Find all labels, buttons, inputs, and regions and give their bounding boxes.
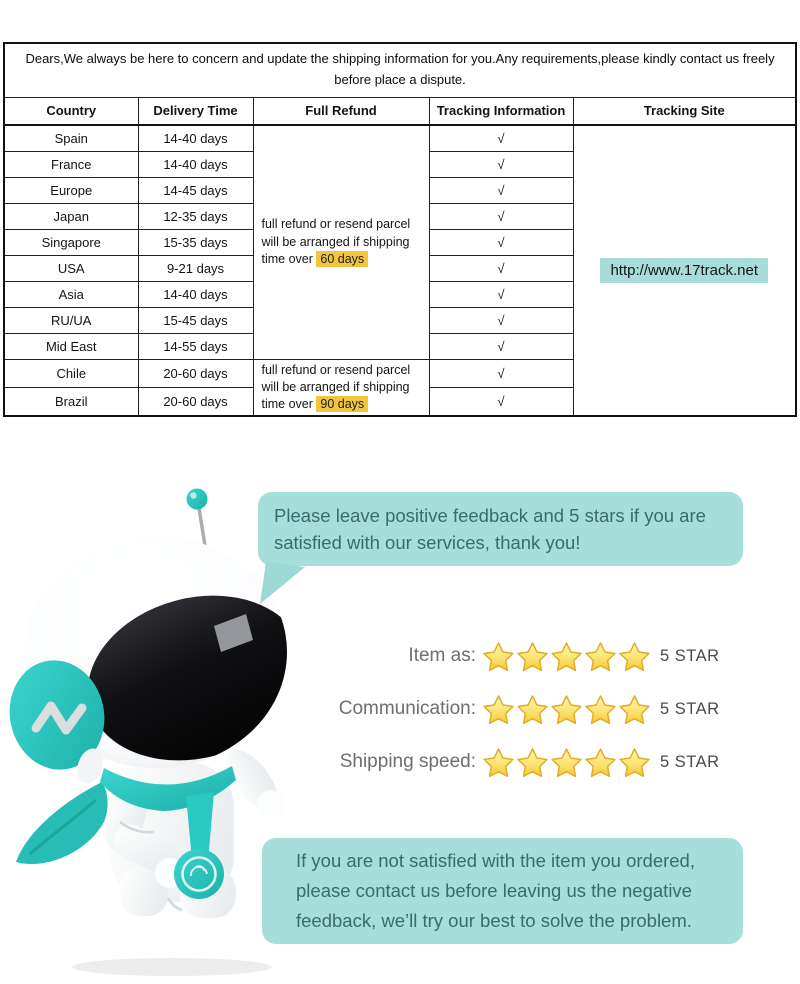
- notice-text: Dears,We always be here to concern and update the shipping information for you.Any requirements,please kindly contact us freely before place a dispute.: [4, 43, 796, 97]
- full-refund-cell: full refund or resend parcel will be arranged if shipping time over 60 days: [253, 125, 429, 359]
- refund-days-highlight: 90 days: [316, 396, 368, 412]
- tracking-check-cell: √: [429, 151, 573, 177]
- star-icon: [517, 694, 548, 725]
- dispute-warning-bubble: If you are not satisfied with the item you ordered, please contact us before leaving us the negative feedback, we’ll try our best to solve the problem.: [262, 838, 743, 944]
- country-cell: Chile: [4, 359, 138, 388]
- tracking-check-cell: √: [429, 229, 573, 255]
- column-header: Tracking Information: [429, 97, 573, 125]
- tracking-check-cell: √: [429, 203, 573, 229]
- country-cell: RU/UA: [4, 307, 138, 333]
- robot-mascot: [0, 470, 300, 980]
- delivery-time-cell: 14-55 days: [138, 333, 253, 359]
- tracking-check-cell: √: [429, 177, 573, 203]
- rating-value: 5 STAR: [660, 699, 720, 718]
- delivery-time-cell: 14-40 days: [138, 151, 253, 177]
- tracking-check-cell: √: [429, 333, 573, 359]
- star-icon: [551, 641, 582, 672]
- delivery-time-cell: 20-60 days: [138, 388, 253, 417]
- star-icon: [483, 641, 514, 672]
- full-refund-cell: full refund or resend parcel will be arranged if shipping time over 90 days: [253, 359, 429, 416]
- star-icon: [483, 694, 514, 725]
- column-header: Tracking Site: [573, 97, 796, 125]
- star-icon: [585, 641, 616, 672]
- country-cell: France: [4, 151, 138, 177]
- table-row: [4, 125, 796, 151]
- delivery-time-cell: 9-21 days: [138, 255, 253, 281]
- star-icon: [585, 694, 616, 725]
- shipping-table: [3, 42, 797, 417]
- refund-days-highlight: 60 days: [316, 251, 368, 267]
- column-header: Full Refund: [253, 97, 429, 125]
- country-cell: USA: [4, 255, 138, 281]
- country-cell: Europe: [4, 177, 138, 203]
- rating-label: Item as:: [408, 645, 476, 666]
- feedback-request-bubble: Please leave positive feedback and 5 stars if you are satisfied with our services, thank you!: [258, 492, 743, 566]
- tracking-check-cell: √: [429, 281, 573, 307]
- rating-label: Communication:: [338, 698, 476, 719]
- star-icon: [619, 694, 650, 725]
- column-header: Delivery Time: [138, 97, 253, 125]
- star-icon: [551, 747, 582, 778]
- star-icon: [551, 694, 582, 725]
- star-icon: [517, 747, 548, 778]
- star-rating: [483, 694, 650, 725]
- rating-value: 5 STAR: [660, 646, 720, 665]
- country-cell: Japan: [4, 203, 138, 229]
- rating-label: Shipping speed:: [339, 751, 476, 772]
- rating-row-item-as: [330, 638, 770, 674]
- country-cell: Spain: [4, 125, 138, 151]
- column-header: Country: [4, 97, 138, 125]
- feedback-section: [0, 470, 800, 984]
- rating-row-communication: [330, 691, 770, 727]
- speech-bubble-tail: [260, 562, 305, 604]
- delivery-time-cell: 14-45 days: [138, 177, 253, 203]
- star-icon: [517, 641, 548, 672]
- star-icon: [483, 747, 514, 778]
- star-rating: [483, 641, 650, 672]
- delivery-time-cell: 14-40 days: [138, 281, 253, 307]
- delivery-time-cell: 20-60 days: [138, 359, 253, 388]
- delivery-time-cell: 15-45 days: [138, 307, 253, 333]
- tracking-check-cell: √: [429, 359, 573, 388]
- star-rating: [483, 747, 650, 778]
- table-header-row: [4, 97, 796, 125]
- tracking-check-cell: √: [429, 125, 573, 151]
- country-cell: Brazil: [4, 388, 138, 417]
- table-body: [4, 43, 796, 416]
- country-cell: Asia: [4, 281, 138, 307]
- tracking-site-link[interactable]: http://www.17track.net: [600, 258, 768, 283]
- country-cell: Mid East: [4, 333, 138, 359]
- rating-row-shipping-speed: [330, 744, 770, 780]
- rating-value: 5 STAR: [660, 752, 720, 771]
- delivery-time-cell: 12-35 days: [138, 203, 253, 229]
- delivery-time-cell: 15-35 days: [138, 229, 253, 255]
- notice-row: [4, 43, 796, 97]
- delivery-time-cell: 14-40 days: [138, 125, 253, 151]
- tracking-check-cell: √: [429, 388, 573, 417]
- star-icon: [585, 747, 616, 778]
- star-icon: [619, 641, 650, 672]
- country-cell: Singapore: [4, 229, 138, 255]
- star-icon: [619, 747, 650, 778]
- tracking-check-cell: √: [429, 255, 573, 281]
- tracking-site-cell: [573, 125, 796, 416]
- tracking-check-cell: √: [429, 307, 573, 333]
